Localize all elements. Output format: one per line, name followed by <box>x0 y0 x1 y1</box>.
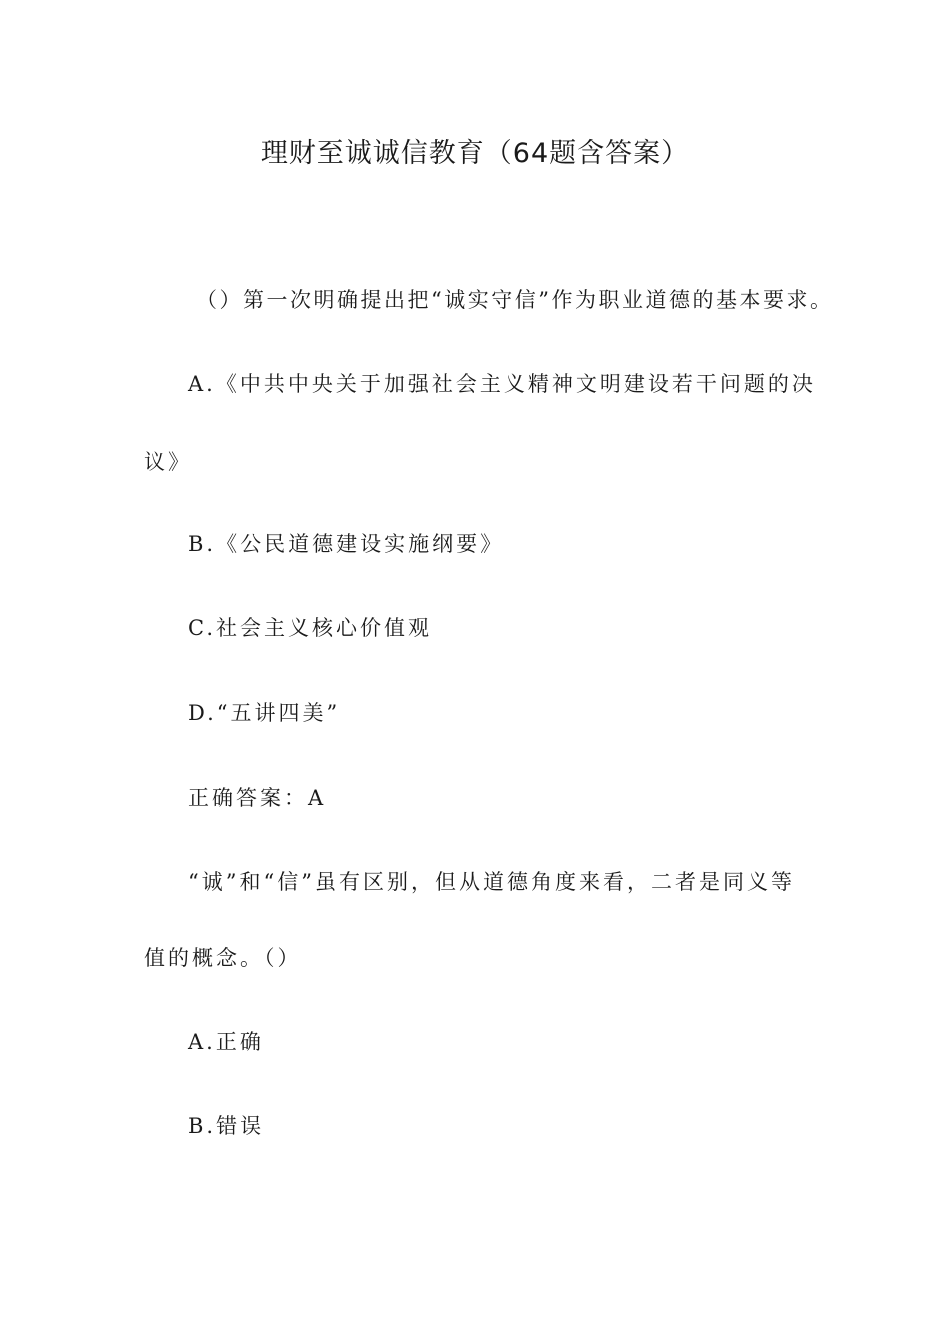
question-2-option-a: A.正确 <box>188 1030 264 1054</box>
question-2-stem-continued: 值的概念。（） <box>144 946 302 970</box>
document-title: 理财至诚诚信教育（64题含答案） <box>260 138 690 169</box>
question-2-option-b: B.错误 <box>188 1114 265 1138</box>
question-1-option-d: D.“五讲四美” <box>188 701 341 725</box>
question-1-option-a: A.《中共中央关于加强社会主义精神文明建设若干问题的决 <box>188 372 816 396</box>
question-1-option-c: C.社会主义核心价值观 <box>188 616 432 640</box>
question-1-option-a-continued: 议》 <box>144 450 192 474</box>
question-2-stem: “诚”和“信”虽有区别，但从道德角度来看，二者是同义等 <box>188 870 795 894</box>
question-1-stem: （）第一次明确提出把“诚实守信”作为职业道德的基本要求。 <box>196 288 834 312</box>
question-1-answer: 正确答案：A <box>188 786 327 810</box>
question-1-option-b: B.《公民道德建设实施纲要》 <box>188 532 505 556</box>
